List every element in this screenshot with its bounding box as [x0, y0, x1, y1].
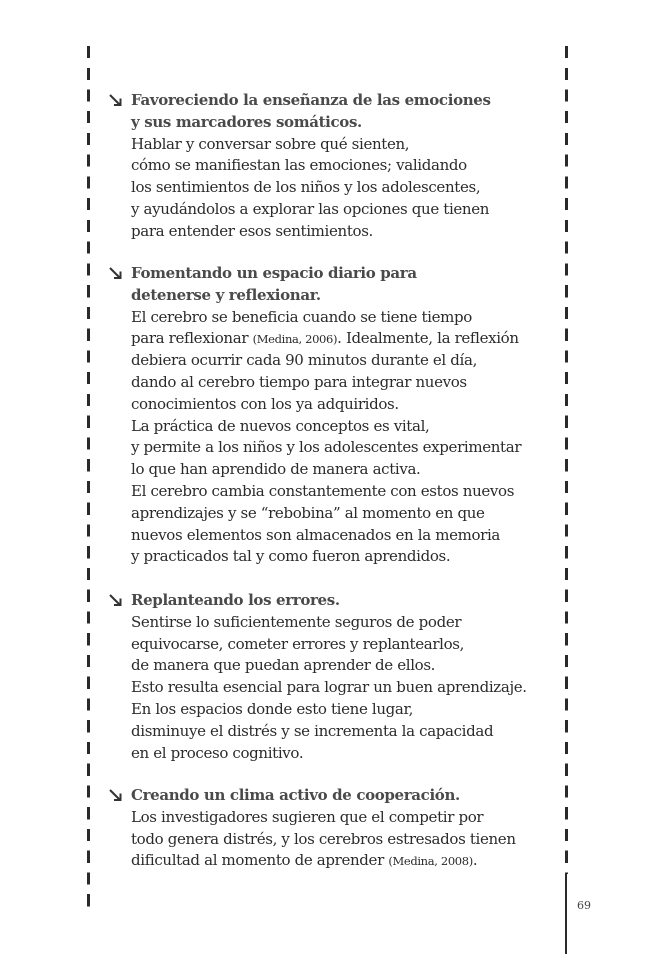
body-line: aprendizajes y se “rebobina” al momento en que	[131, 503, 485, 522]
section-heading-line: detenerse y reflexionar.	[131, 285, 321, 304]
body-line: El cerebro cambia constantemente con estos nuevos	[131, 481, 515, 500]
body-line: en el proceso cognitivo.	[131, 743, 304, 762]
body-line: Esto resulta esencial para lograr un buen aprendizaje.	[131, 678, 527, 697]
section-heading-line: Creando un clima activo de cooperación.	[131, 786, 460, 804]
citation: (Medina, 2006)	[252, 332, 338, 347]
section-heading-line: Fomentando un espacio diario para	[131, 264, 417, 282]
body-line: La práctica de nuevos conceptos es vital,	[131, 416, 430, 435]
body-line: todo genera distrés, y los cerebros estresados tienen	[131, 829, 516, 848]
body-line: y ayudándolos a explorar las opciones que tienen	[131, 199, 490, 218]
body-line: y practicados tal y como fueron aprendidos.	[131, 547, 451, 566]
body-line: nuevos elementos son almacenados en la memoria	[131, 525, 501, 544]
body-text: .	[472, 851, 478, 870]
body-line: disminuye el distrés y se incrementa la capacidad	[131, 721, 494, 740]
section-heading-line: Favoreciendo la enseñanza de las emociones	[131, 91, 491, 109]
arrow-down-right-icon	[108, 592, 124, 608]
section-heading-line: Replanteando los errores.	[131, 591, 340, 609]
body-line: equivocarse, cometer errores y replantearlos,	[131, 634, 465, 653]
body-line-with-citation	[131, 328, 558, 350]
body-text: . Idealmente, la reflexión	[337, 329, 519, 348]
body-text: para reflexionar	[131, 329, 249, 348]
body-line: lo que han aprendido de manera activa.	[131, 460, 421, 479]
body-line: Sentirse lo suficientemente seguros de poder	[131, 612, 462, 631]
body-line: para entender esos sentimientos.	[131, 221, 373, 240]
section-emotions	[108, 90, 558, 243]
body-line: debiera ocurrir cada 90 minutos durante el día,	[131, 351, 477, 370]
section-heading-line: y sus marcadores somáticos.	[131, 112, 362, 131]
body-line: de manera que puedan aprender de ellos.	[131, 656, 436, 675]
body-line: dando al cerebro tiempo para integrar nuevos	[131, 372, 467, 391]
page-number: 69	[577, 899, 591, 912]
body-line: conocimientos con los ya adquiridos.	[131, 394, 399, 413]
left-dashed-rule	[87, 46, 90, 914]
body-line: Hablar y conversar sobre qué sienten,	[131, 134, 410, 153]
section-cooperation	[108, 785, 558, 872]
body-line: cómo se manifiestan las emociones; validando	[131, 156, 467, 175]
citation: (Medina, 2008)	[388, 854, 473, 869]
arrow-down-right-icon	[108, 92, 124, 108]
body-line: El cerebro se beneficia cuando se tiene tiempo	[131, 307, 472, 326]
body-text: dificultad al momento de aprender	[131, 851, 384, 870]
body-line: En los espacios donde esto tiene lugar,	[131, 699, 414, 718]
body-line: los sentimientos de los niños y los adolescentes,	[131, 178, 481, 197]
arrow-down-right-icon	[108, 265, 124, 281]
arrow-down-right-icon	[108, 787, 124, 803]
body-line: Los investigadores sugieren que el competir por	[131, 807, 484, 826]
right-dashed-rule	[565, 46, 568, 874]
section-errors	[108, 590, 558, 764]
right-solid-rule	[565, 874, 567, 954]
section-reflection	[108, 263, 558, 568]
body-line-with-citation	[131, 850, 558, 872]
body-line: y permite a los niños y los adolescentes experimentar	[131, 438, 522, 457]
